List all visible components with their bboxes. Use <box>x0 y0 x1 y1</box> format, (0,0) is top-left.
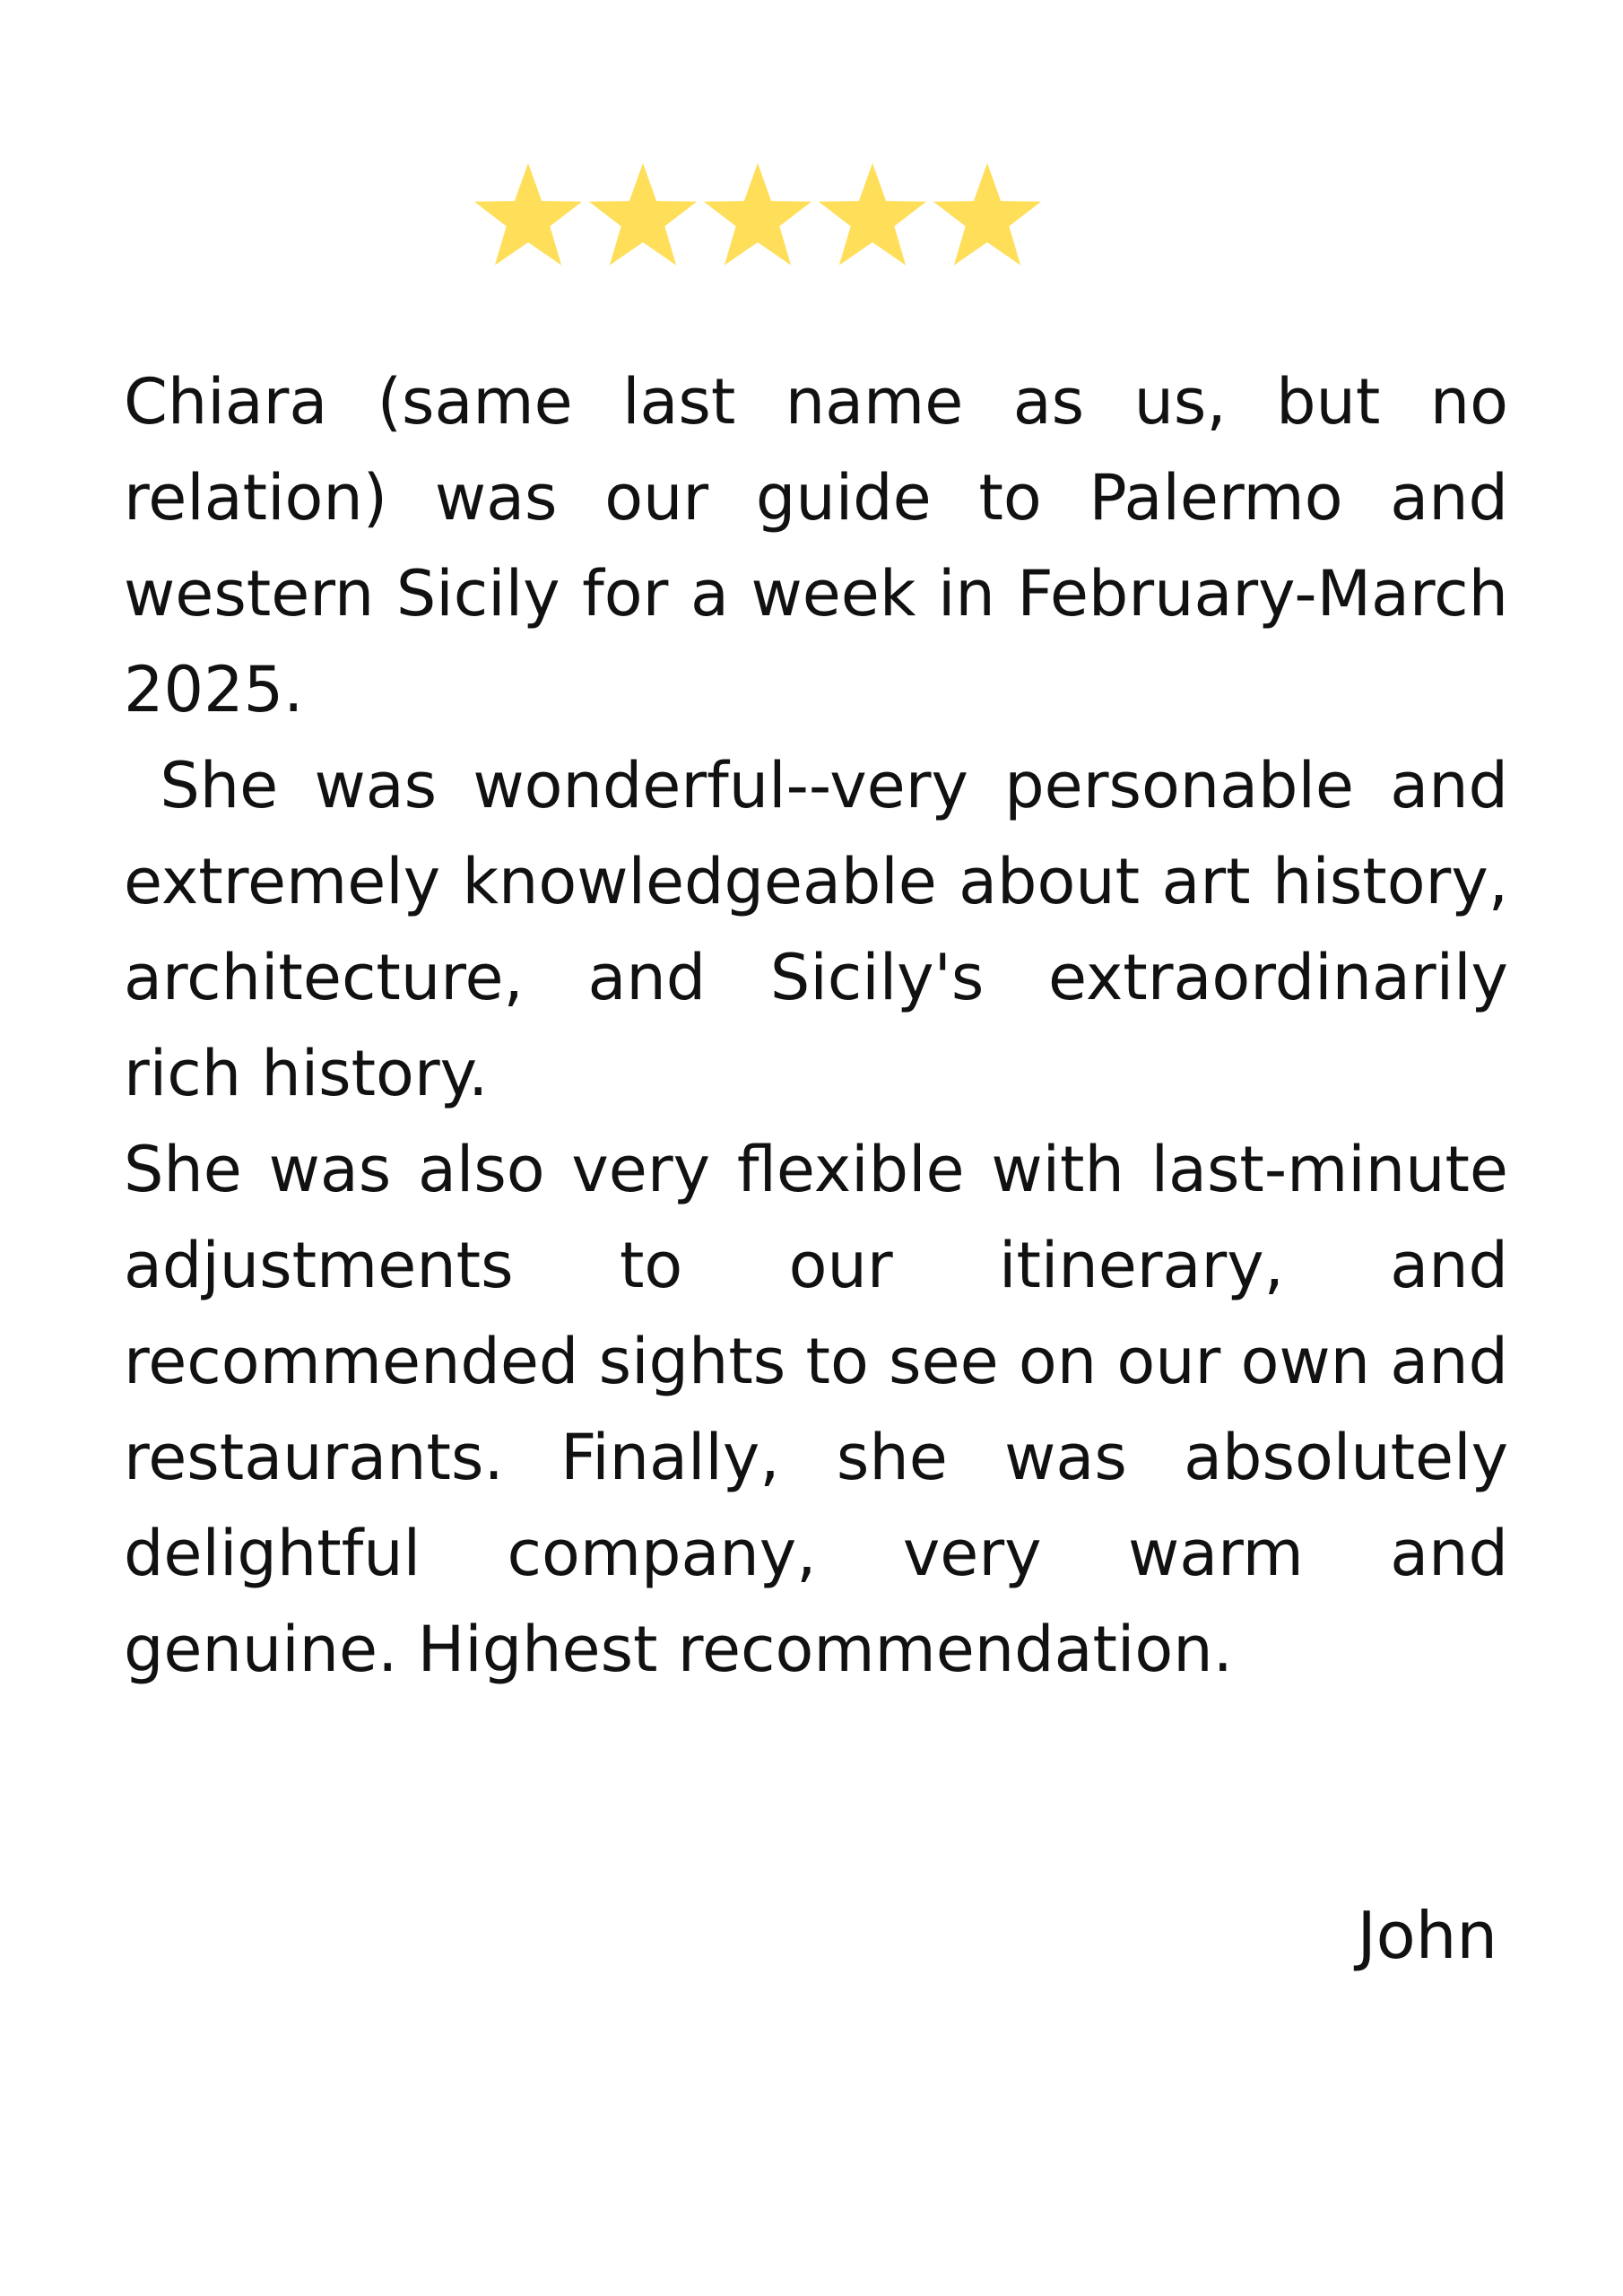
review-paragraph: She was also very flexible with last-minute adjustments to our itinerary, and recommended sights to see on our own and restaurants. Finally, she was absolutely delightful company, very warm and genuine. Highest recommendation. <box>124 1133 1529 1686</box>
rating-stars <box>471 154 1045 280</box>
reviewer-signature: John <box>1357 1898 1497 1973</box>
review-text <box>124 354 1529 1698</box>
star-icon <box>815 160 930 274</box>
star-icon <box>700 160 815 274</box>
star-icon <box>930 160 1045 274</box>
star-icon <box>586 160 700 274</box>
review-paragraph: Chiara (same last name as us, but no relation) was our guide to Palermo and western Sicily for a week in February-March 2025. <box>124 365 1529 726</box>
star-icon <box>471 160 586 274</box>
review-paragraph: She was wonderful--very personable and extremely knowledgeable about art history, architecture, and Sicily's extraordinarily rich history. <box>124 749 1529 1110</box>
